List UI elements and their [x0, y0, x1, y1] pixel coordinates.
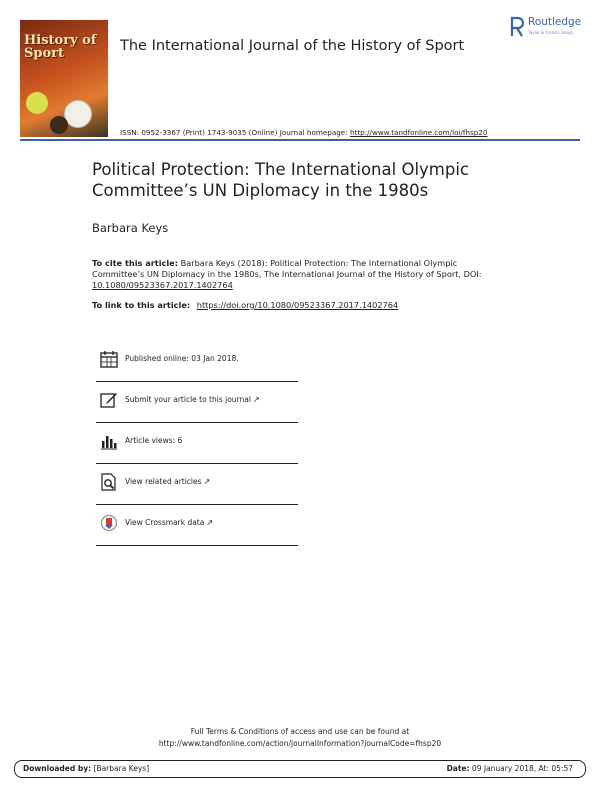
crossmark-label: View Crossmark data: [125, 518, 205, 527]
external-link-icon: ↗: [203, 477, 211, 486]
info-row-views: [96, 422, 298, 464]
issn-text: ISSN: 0952-3367 (Print) 1743-9035 (Online) Journal homepage:: [120, 128, 348, 137]
link-label: To link to this article:: [92, 300, 191, 310]
downloaded-by-label: Downloaded by:: [23, 764, 92, 773]
submit-article-label: Submit your article to this journal: [125, 395, 251, 404]
info-row-crossmark[interactable]: [96, 504, 298, 546]
cover-ball-yellow: [26, 92, 48, 114]
external-link-icon: ↗: [206, 518, 214, 527]
publisher-name: Routledge: [528, 16, 582, 28]
article-link-line: [92, 300, 398, 310]
downloaded-by: [23, 764, 149, 773]
download-date-label: Date:: [446, 764, 470, 773]
related-articles-label: View related articles: [125, 477, 202, 486]
article-doi-link[interactable]: https://doi.org/10.1080/09523367.2017.1402764: [196, 300, 399, 310]
magnifier-document-icon: [100, 473, 118, 491]
crossmark-icon: [100, 514, 118, 532]
cover-title-line1: History of: [24, 33, 97, 48]
cover-title-line2: Sport: [24, 46, 65, 61]
info-row-related[interactable]: [96, 463, 298, 505]
info-row-published: [96, 340, 298, 382]
bar-chart-icon: [100, 432, 118, 450]
download-date-value: 09 January 2018, At: 05:57: [471, 764, 573, 773]
cover-ball-white: [64, 100, 92, 128]
publisher-tagline: Taylor & Francis Group: [528, 30, 573, 35]
crossmark-link[interactable]: [125, 518, 213, 527]
journal-title: The International Journal of the History of Sport: [120, 38, 465, 54]
download-info-bar: [14, 760, 586, 778]
published-online-label: Published online: 03 Jan 2018.: [125, 354, 239, 363]
citation-block: [92, 258, 502, 291]
journal-homepage-link[interactable]: http://www.tandfonline.com/loi/fhsp20: [349, 128, 488, 137]
article-views-label: Article views: 6: [125, 436, 183, 445]
citation-label: To cite this article:: [92, 258, 178, 268]
edit-icon: [100, 391, 118, 409]
citation-doi-link[interactable]: 10.1080/09523367.2017.1402764: [92, 280, 233, 290]
article-author: Barbara Keys: [92, 221, 169, 235]
cover-ball-dark: [50, 116, 68, 134]
terms-line: Full Terms & Conditions of access and use can be found at: [190, 727, 410, 736]
publisher-logo: [510, 14, 590, 44]
info-row-submit[interactable]: [96, 381, 298, 423]
routledge-r-icon: [510, 16, 524, 38]
calendar-icon: [100, 350, 118, 368]
citation-text: Barbara Keys (2018): Political Protection: The International Olympic Committee’s UN Diplomacy in the 1980s, The International Journal of the History of Sport, DOI:: [92, 258, 482, 279]
submit-article-link[interactable]: [125, 395, 260, 404]
cover-title: [24, 34, 108, 60]
terms-footer: [0, 726, 600, 750]
terms-url[interactable]: http://www.tandfonline.com/action/journalInformation?journalCode=fhsp20: [158, 739, 442, 748]
downloaded-by-value: [Barbara Keys]: [93, 764, 150, 773]
article-title: Political Protection: The International Olympic Committee’s UN Diplomacy in the 1980s: [92, 160, 469, 200]
download-date: [447, 764, 573, 773]
related-articles-link[interactable]: [125, 477, 210, 486]
external-link-icon: ↗: [252, 395, 260, 404]
issn-line: [120, 128, 487, 137]
header-divider: [20, 139, 580, 141]
journal-cover-image: [20, 20, 108, 137]
